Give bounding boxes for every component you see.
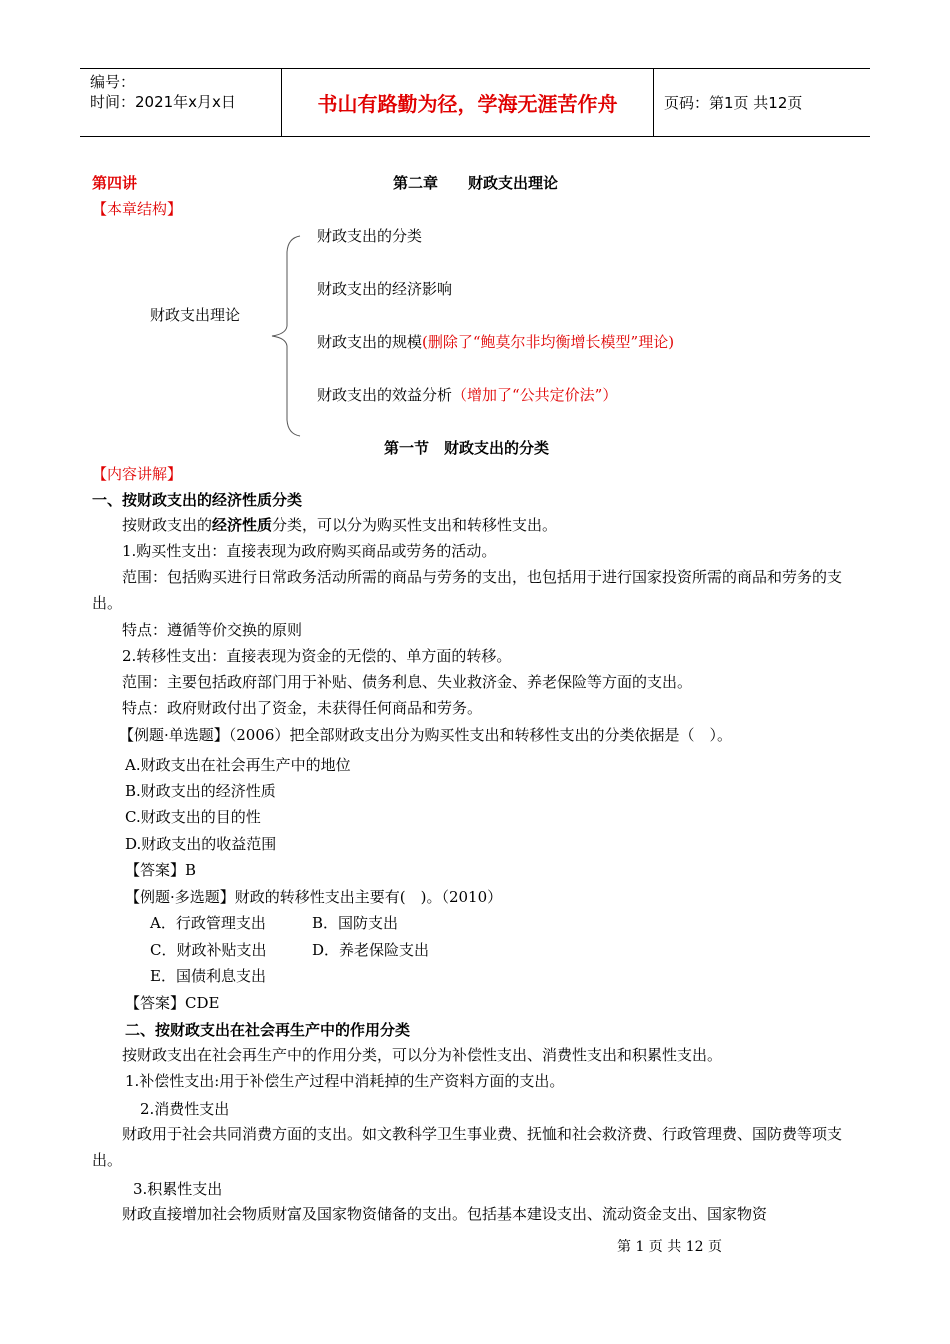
structure-item-classification — [317, 225, 422, 246]
structure-root: 财政支出理论 — [150, 306, 241, 324]
structure-brace — [270, 234, 306, 438]
structure-item-text: 财政支出的经济影响 — [317, 280, 453, 298]
option-d: D.财政支出的收益范围 — [125, 835, 277, 853]
answer-1: 【答案】B — [125, 861, 197, 879]
option-a: A.财政支出在社会再生产中的地位 — [125, 756, 351, 774]
structure-item-note: (删除了“鲍莫尔非均衡增长模型”理论) — [422, 333, 675, 351]
text-segment: 按财政支出的 — [122, 516, 213, 534]
header-motto: 书山有路勤为径，学海无涯苦作舟 — [282, 69, 654, 136]
question-multi-choice: 【例题·多选题】财政的转移性支出主要有( )。（2010） — [125, 888, 503, 906]
heading-consumption: 2.消费性支出 — [140, 1100, 230, 1118]
paragraph-transfer: 2.转移性支出：直接表现为资金的无偿的、单方面的转移。 — [122, 647, 512, 665]
question-single-choice: 【例题·单选题】（2006）把全部财政支出分为购买性支出和转移性支出的分类依据是（ ）。 — [119, 726, 732, 744]
text-emphasis: 经济性质 — [212, 516, 273, 534]
text-segment: 分类，可以分为购买性支出和转移性支出。 — [272, 516, 558, 534]
answer-2: 【答案】CDE — [125, 994, 220, 1012]
option-b: B.财政支出的经济性质 — [125, 782, 276, 800]
option-e: E．国债利息支出 — [150, 967, 266, 985]
paragraph-purchase: 1.购买性支出：直接表现为政府购买商品或劳务的活动。 — [122, 542, 497, 560]
structure-label: 【本章结构】 — [92, 200, 183, 218]
paragraph-compensation: 1.补偿性支出:用于补偿生产过程中消耗掉的生产资料方面的支出。 — [125, 1072, 565, 1090]
structure-item-scale — [317, 331, 674, 352]
structure-item-efficiency — [317, 384, 617, 405]
paragraph-intro — [92, 512, 862, 538]
header-meta — [80, 69, 282, 136]
header-page-info: 页码：第1页 共12页 — [664, 94, 803, 112]
paragraph-reproduction-intro: 按财政支出在社会再生产中的作用分类，可以分为补偿性支出、消费性支出和积累性支出。 — [122, 1046, 723, 1064]
paragraph-purchase-feature: 特点：遵循等价交换的原则 — [122, 621, 303, 639]
paragraph-purchase-scope: 范围：包括购买进行日常政务活动所需的商品与劳务的支出，也包括用于进行国家投资所需的商品和劳务的支出。 — [92, 568, 843, 612]
paragraph-consumption: 财政用于社会共同消费方面的支出。如文教科学卫生事业费、抚恤和社会救济费、行政管理费、国防费等项支出。 — [92, 1125, 843, 1169]
page-footer: 第 1 页 共 12 页 — [617, 1239, 722, 1255]
structure-item-note: （增加了“公共定价法”） — [452, 386, 618, 404]
number-label: 编号： — [90, 73, 136, 91]
paragraph-transfer-scope: 范围：主要包括政府部门用于补贴、债务利息、失业救济金、养老保险等方面的支出。 — [122, 673, 693, 691]
lecture-label: 第四讲 — [92, 174, 138, 192]
structure-item-text: 财政支出的效益分析 — [317, 386, 453, 404]
section-title: 第一节 财政支出的分类 — [384, 439, 550, 457]
paragraph-transfer-feature: 特点：政府财政付出了资金，未获得任何商品和劳务。 — [122, 699, 483, 717]
page-header — [80, 68, 870, 137]
chapter-title: 第二章 财政支出理论 — [393, 174, 559, 192]
heading-economic-nature: 一、按财政支出的经济性质分类 — [92, 491, 303, 509]
option-c: C．财政补贴支出 — [150, 941, 267, 959]
content-label: 【内容讲解】 — [92, 465, 183, 483]
option-b: B．国防支出 — [312, 914, 399, 932]
option-c: C.财政支出的目的性 — [125, 808, 261, 826]
structure-item-economic-impact — [317, 278, 452, 299]
structure-item-text: 财政支出的分类 — [317, 227, 423, 245]
option-a: A．行政管理支出 — [150, 914, 266, 932]
heading-accumulation: 3.积累性支出 — [133, 1180, 223, 1198]
option-d: D．养老保险支出 — [312, 941, 430, 959]
heading-reproduction-role: 二、按财政支出在社会再生产中的作用分类 — [125, 1021, 411, 1039]
structure-item-text: 财政支出的规模 — [317, 333, 423, 351]
time-label: 时间：2021年x月x日 — [90, 93, 236, 111]
paragraph-accumulation: 财政直接增加社会物质财富及国家物资储备的支出。包括基本建设支出、流动资金支出、国家物资 — [122, 1205, 768, 1223]
